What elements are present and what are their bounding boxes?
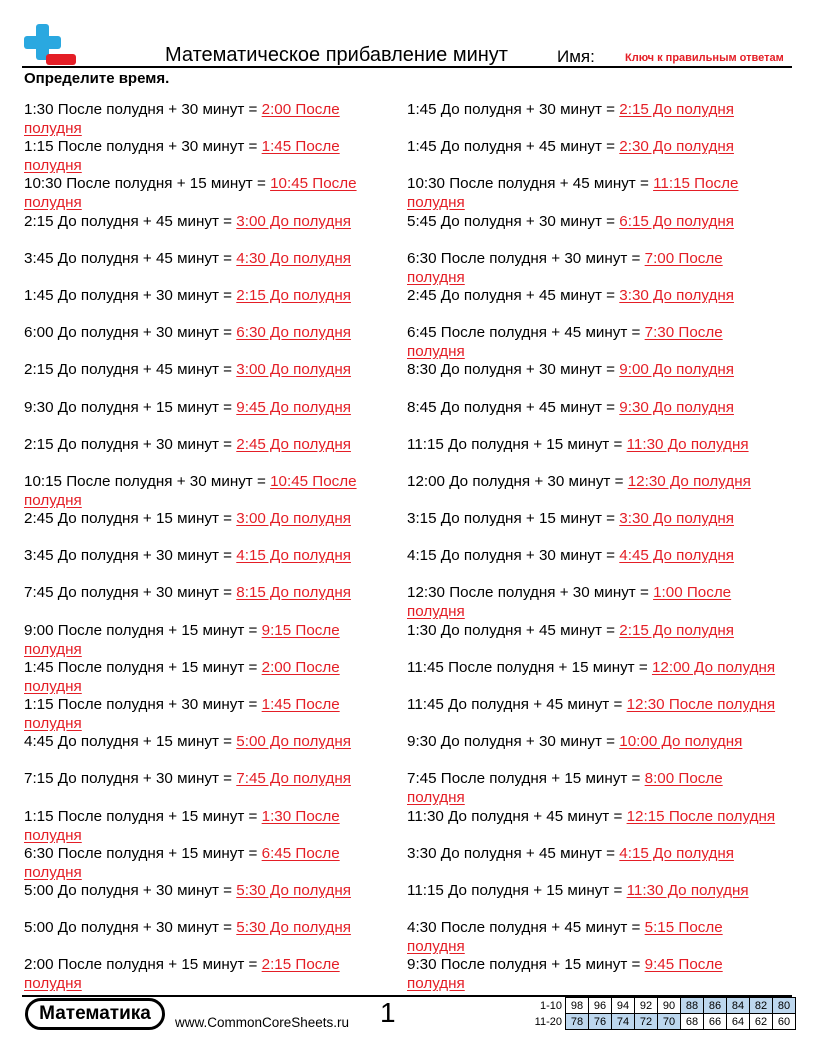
- problem-item: [24, 621, 394, 658]
- problem-answer: 9:45 До полудня: [236, 398, 351, 416]
- problem-item: [407, 583, 777, 620]
- problem-question: 1:15 После полудня + 30 минут =: [24, 696, 258, 713]
- problem-answer: 12:30 До полудня: [627, 472, 751, 490]
- problem-question: 10:30 После полудня + 15 минут =: [24, 175, 266, 193]
- problem-item: [24, 323, 394, 360]
- problem-question: 2:45 До полудня + 45 минут =: [407, 286, 616, 304]
- problem-answer: 6:30 До полудня: [236, 324, 351, 342]
- problem-item: [407, 658, 777, 695]
- problem-question: 11:15 До полудня + 15 минут =: [407, 881, 623, 899]
- problem-question: 1:15 После полудня + 30 минут =: [24, 138, 258, 156]
- problem-question: 5:00 До полудня + 30 минут =: [24, 919, 233, 937]
- brand-logo: Математика: [25, 998, 165, 1030]
- problem-item: [407, 212, 777, 249]
- problem-answer: 5:15 После полудня: [407, 919, 723, 956]
- problem-answer: 12:30 После полудня: [626, 696, 776, 713]
- problem-question: 7:45 До полудня + 30 минут =: [24, 584, 233, 602]
- problem-answer: 2:00 После полудня: [24, 658, 340, 695]
- problem-answer: 2:00 После полудня: [24, 101, 340, 137]
- score-cell: 64: [727, 1014, 750, 1030]
- problem-answer: 6:15 До полудня: [619, 212, 734, 230]
- problem-question: 11:15 До полудня + 15 минут =: [407, 435, 623, 453]
- problem-item: [407, 137, 777, 174]
- score-cell: 60: [773, 1014, 796, 1030]
- problem-item: [24, 100, 394, 137]
- problem-answer: 2:15 После полудня: [24, 956, 340, 993]
- problem-question: 4:15 До полудня + 30 минут =: [407, 547, 616, 565]
- problems-right-column: [407, 100, 777, 993]
- score-cell: 92: [635, 998, 658, 1014]
- problem-question: 7:45 После полудня + 15 минут =: [407, 770, 641, 788]
- problem-answer: 11:30 До полудня: [626, 881, 749, 899]
- score-row-label: 1-10: [539, 999, 562, 1012]
- problem-item: [407, 918, 777, 955]
- problem-item: [24, 546, 394, 583]
- problem-item: [24, 249, 394, 286]
- problem-item: [24, 807, 394, 844]
- problem-item: [407, 472, 777, 509]
- problem-question: 9:30 До полудня + 15 минут =: [24, 398, 233, 416]
- problem-question: 12:30 После полудня + 30 минут =: [407, 584, 649, 602]
- score-table: [526, 997, 796, 1030]
- problem-answer: 12:00 До полудня: [651, 658, 776, 676]
- problem-question: 7:15 До полудня + 30 минут =: [24, 770, 233, 788]
- problem-answer: 3:00 До полудня: [236, 361, 351, 379]
- problem-answer: 1:00 После полудня: [407, 584, 732, 621]
- problem-question: 8:45 До полудня + 45 минут =: [407, 398, 616, 416]
- problem-item: [24, 174, 394, 211]
- problem-answer: 4:30 До полудня: [236, 249, 351, 267]
- score-cell: 66: [704, 1014, 727, 1030]
- problem-answer: 5:00 До полудня: [236, 733, 351, 751]
- problem-item: [24, 398, 394, 435]
- problem-item: [407, 695, 777, 732]
- problem-item: [407, 174, 777, 211]
- score-cell: 88: [681, 998, 704, 1014]
- problem-answer: 4:15 До полудня: [619, 844, 734, 862]
- problem-item: [24, 137, 394, 174]
- problem-question: 1:30 После полудня + 30 минут =: [24, 101, 258, 118]
- problem-item: [407, 398, 777, 435]
- plus-minus-logo-icon: [24, 24, 78, 68]
- score-cell: 76: [589, 1014, 612, 1030]
- problem-item: [24, 918, 394, 955]
- page-number: 1: [380, 997, 396, 1028]
- problem-answer: 2:15 До полудня: [619, 621, 734, 639]
- problem-answer: 12:15 После полудня: [626, 807, 776, 825]
- problem-question: 1:45 После полудня + 15 минут =: [24, 658, 258, 676]
- problem-item: [407, 844, 777, 881]
- problem-question: 1:30 До полудня + 45 минут =: [407, 621, 616, 639]
- score-cell: 84: [727, 998, 750, 1014]
- problem-question: 10:30 После полудня + 45 минут =: [407, 175, 649, 193]
- problem-item: [407, 769, 777, 806]
- score-cell: 82: [750, 998, 773, 1014]
- score-cell: 78: [566, 1014, 589, 1030]
- problem-answer: 8:15 До полудня: [236, 584, 351, 602]
- problem-answer: 11:30 До полудня: [626, 435, 749, 453]
- problem-answer: 5:30 До полудня: [236, 881, 351, 899]
- problem-item: [407, 881, 777, 918]
- problem-question: 11:30 До полудня + 45 минут =: [407, 807, 623, 825]
- problem-question: 2:45 До полудня + 15 минут =: [24, 510, 233, 528]
- problem-question: 6:30 После полудня + 30 минут =: [407, 249, 641, 267]
- problem-answer: 4:45 До полудня: [619, 547, 734, 565]
- problem-item: [24, 955, 394, 992]
- problem-answer: 5:30 До полудня: [236, 919, 351, 937]
- problem-answer: 1:45 После полудня: [24, 138, 340, 175]
- site-url: www.CommonCoreSheets.ru: [175, 1015, 350, 1030]
- score-row: [526, 1014, 796, 1030]
- problem-item: [407, 807, 777, 844]
- problem-answer: 7:30 После полудня: [407, 324, 723, 361]
- header-divider: [22, 66, 792, 68]
- score-row-label: 11-20: [534, 1015, 562, 1028]
- problem-answer: 1:45 После полудня: [24, 696, 340, 732]
- problem-answer: 10:45 После полудня: [24, 472, 357, 509]
- problem-item: [407, 435, 777, 472]
- problem-answer: 1:30 После полудня: [24, 807, 340, 844]
- problem-question: 9:30 До полудня + 30 минут =: [407, 733, 616, 751]
- problem-answer: 3:30 До полудня: [619, 286, 734, 304]
- problem-question: 10:15 После полудня + 30 минут =: [24, 472, 266, 490]
- score-cell: 86: [704, 998, 727, 1014]
- problem-question: 3:15 До полудня + 15 минут =: [407, 510, 616, 528]
- problem-answer: 3:00 До полудня: [236, 510, 351, 528]
- problem-question: 4:45 До полудня + 15 минут =: [24, 733, 233, 751]
- problem-question: 4:30 После полудня + 45 минут =: [407, 919, 641, 937]
- problem-item: [24, 844, 394, 881]
- problem-item: [407, 955, 777, 992]
- problem-answer: 11:15 После полудня: [407, 175, 739, 212]
- problem-answer: 4:15 До полудня: [236, 547, 351, 565]
- problem-question: 2:15 До полудня + 30 минут =: [24, 435, 233, 453]
- problem-answer: 2:15 До полудня: [236, 286, 351, 304]
- problem-answer: 3:00 До полудня: [236, 212, 351, 230]
- problem-question: 3:45 До полудня + 30 минут =: [24, 547, 233, 565]
- problem-answer: 8:00 После полудня: [407, 770, 723, 807]
- problem-item: [407, 732, 777, 769]
- score-row: [526, 998, 796, 1014]
- problem-answer: 2:45 До полудня: [236, 435, 351, 453]
- problem-question: 8:30 До полудня + 30 минут =: [407, 361, 616, 379]
- problem-answer: 10:00 До полудня: [619, 733, 743, 751]
- problem-question: 1:45 До полудня + 30 минут =: [24, 286, 233, 304]
- problem-item: [24, 732, 394, 769]
- problem-answer: 2:30 До полудня: [619, 138, 734, 156]
- problem-question: 6:00 До полудня + 30 минут =: [24, 324, 233, 342]
- score-cell: 70: [658, 1014, 681, 1030]
- score-cell: 90: [658, 998, 681, 1014]
- problem-question: 5:00 До полудня + 30 минут =: [24, 881, 233, 899]
- problem-question: 9:30 После полудня + 15 минут =: [407, 956, 641, 974]
- problem-item: [24, 583, 394, 620]
- problem-question: 11:45 После полудня + 15 минут =: [407, 658, 648, 676]
- problem-item: [24, 881, 394, 918]
- problem-item: [407, 249, 777, 286]
- problem-question: 6:45 После полудня + 45 минут =: [407, 324, 641, 342]
- problem-question: 2:15 До полудня + 45 минут =: [24, 212, 233, 230]
- instructions: Определите время.: [24, 70, 170, 87]
- score-cell: 98: [566, 998, 589, 1014]
- problem-answer: 10:45 После полудня: [24, 175, 357, 212]
- problem-answer: 9:30 До полудня: [619, 398, 734, 416]
- problem-question: 3:45 До полудня + 45 минут =: [24, 249, 233, 267]
- problem-answer: 7:45 До полудня: [236, 770, 351, 788]
- problem-question: 2:15 До полудня + 45 минут =: [24, 361, 233, 379]
- problem-item: [24, 212, 394, 249]
- problem-item: [407, 546, 777, 583]
- score-cell: 62: [750, 1014, 773, 1030]
- problem-question: 5:45 До полудня + 30 минут =: [407, 212, 616, 230]
- problem-item: [24, 286, 394, 323]
- problem-item: [407, 286, 777, 323]
- problem-question: 9:00 После полудня + 15 минут =: [24, 621, 258, 639]
- score-cell: 80: [773, 998, 796, 1014]
- problem-answer: 9:15 После полудня: [24, 621, 340, 658]
- score-cell: 72: [635, 1014, 658, 1030]
- problem-item: [24, 769, 394, 806]
- problem-item: [24, 695, 394, 732]
- problem-question: 6:30 После полудня + 15 минут =: [24, 844, 258, 862]
- problem-answer: 6:45 После полудня: [24, 844, 340, 881]
- problem-question: 3:30 До полудня + 45 минут =: [407, 844, 616, 862]
- problem-item: [24, 435, 394, 472]
- problem-item: [24, 509, 394, 546]
- answer-key-label: Ключ к правильным ответам: [625, 52, 784, 64]
- problem-question: 1:45 До полудня + 30 минут =: [407, 101, 616, 118]
- problem-item: [407, 621, 777, 658]
- problem-answer: 7:00 После полудня: [407, 249, 723, 286]
- problem-question: 12:00 До полудня + 30 минут =: [407, 472, 624, 490]
- problem-item: [24, 472, 394, 509]
- problem-item: [407, 100, 777, 137]
- score-cell: 74: [612, 1014, 635, 1030]
- problem-answer: 2:15 До полудня: [619, 101, 734, 118]
- problem-question: 1:15 После полудня + 15 минут =: [24, 807, 258, 825]
- problem-item: [24, 658, 394, 695]
- problems-left-column: [24, 100, 394, 993]
- problem-item: [407, 360, 777, 397]
- problem-question: 2:00 После полудня + 15 минут =: [24, 956, 258, 974]
- name-label: Имя:: [557, 47, 595, 66]
- score-cell: 68: [681, 1014, 704, 1030]
- problem-item: [407, 509, 777, 546]
- problem-answer: 3:30 До полудня: [619, 510, 734, 528]
- page-title: Математическое прибавление минут: [165, 44, 508, 66]
- problem-item: [407, 323, 777, 360]
- problem-answer: 9:45 После полудня: [407, 956, 723, 993]
- problem-item: [24, 360, 394, 397]
- problem-question: 1:45 До полудня + 45 минут =: [407, 138, 616, 156]
- score-cell: 96: [589, 998, 612, 1014]
- problem-question: 11:45 До полудня + 45 минут =: [407, 696, 623, 713]
- problem-answer: 9:00 До полудня: [619, 361, 734, 379]
- score-cell: 94: [612, 998, 635, 1014]
